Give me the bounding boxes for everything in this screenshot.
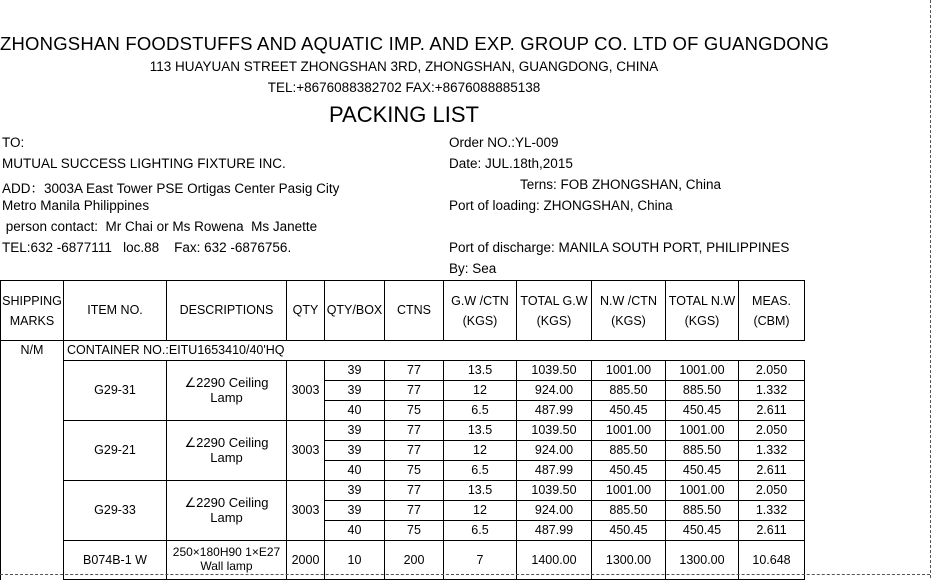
item-quantity: 3003 [287, 421, 325, 481]
header-descriptions: DESCRIPTIONS [167, 281, 287, 341]
qty-box-cell: 39 [325, 441, 385, 461]
meas-cell: 2.050 [739, 421, 805, 441]
total-nw-cell: 885.50 [666, 381, 739, 401]
item-number: B074B-1 W [64, 541, 167, 580]
header-gw-ctn: G.W /CTN (KGS) [444, 281, 517, 341]
item-number: G29-33 [64, 481, 167, 541]
meas-cell: 2.050 [739, 361, 805, 381]
packing-list-table [0, 280, 805, 580]
item-quantity: 2000 [287, 541, 325, 580]
ctns-cell: 75 [385, 521, 444, 541]
total-gw-cell: 924.00 [517, 441, 592, 461]
nw-ctn-cell: 1001.00 [592, 481, 666, 501]
consignee-name: MUTUAL SUCCESS LIGHTING FIXTURE INC. [2, 156, 286, 171]
qty-box-cell: 40 [325, 521, 385, 541]
gw-ctn-cell: 12 [444, 381, 517, 401]
meas-cell: 2.611 [739, 521, 805, 541]
header-item-no: ITEM NO. [64, 281, 167, 341]
qty-box-cell: 40 [325, 401, 385, 421]
nw-ctn-cell: 1001.00 [592, 421, 666, 441]
consignee-city: Metro Manila Philippines [2, 198, 150, 213]
nw-ctn-cell: 450.45 [592, 401, 666, 421]
header-meas: MEAS. (CBM) [739, 281, 805, 341]
ctns-cell: 77 [385, 381, 444, 401]
shipping-mark: N/M [1, 341, 64, 580]
qty-box-cell: 39 [325, 381, 385, 401]
trade-terms: Terns: FOB ZHONGSHAN, China [520, 177, 722, 192]
page-bottom-border [0, 574, 930, 575]
meas-cell: 2.611 [739, 401, 805, 421]
ctns-cell: 77 [385, 361, 444, 381]
ctns-cell: 77 [385, 501, 444, 521]
gw-ctn-cell: 13.5 [444, 481, 517, 501]
meas-cell: 2.050 [739, 481, 805, 501]
company-address: 113 HUAYUAN STREET ZHONGSHAN 3RD, ZHONGSHAN, GUANGDONG, CHINA [149, 59, 659, 74]
meas-cell: 10.648 [739, 541, 805, 580]
gw-ctn-cell: 7 [444, 541, 517, 580]
qty-box-cell: 39 [325, 481, 385, 501]
item-description: ∠2290 Ceiling Lamp [167, 481, 287, 541]
contact-person: person contact: Mr Chai or Ms Rowena Ms Janette [2, 219, 318, 234]
order-date: Date: JUL.18th,2015 [449, 156, 573, 171]
document-title: PACKING LIST [329, 102, 479, 127]
header-qty-box: QTY/BOX [325, 281, 385, 341]
container-number: CONTAINER NO.:EITU1653410/40'HQ [64, 341, 805, 361]
gw-ctn-cell: 12 [444, 501, 517, 521]
header-total-nw: TOTAL N.W (KGS) [666, 281, 739, 341]
qty-box-cell: 10 [325, 541, 385, 580]
nw-ctn-cell: 450.45 [592, 461, 666, 481]
total-nw-cell: 885.50 [666, 441, 739, 461]
item-quantity: 3003 [287, 361, 325, 421]
total-nw-cell: 885.50 [666, 501, 739, 521]
total-gw-cell: 1400.00 [517, 541, 592, 580]
total-nw-cell: 1001.00 [666, 481, 739, 501]
total-gw-cell: 487.99 [517, 461, 592, 481]
item-description: ∠2290 Ceiling Lamp [167, 361, 287, 421]
nw-ctn-cell: 885.50 [592, 501, 666, 521]
item-description: 250×180H90 1×E27 Wall lamp [167, 541, 287, 580]
item-quantity: 3003 [287, 481, 325, 541]
to-label: TO: [2, 135, 25, 150]
port-of-discharge: Port of discharge: MANILA SOUTH PORT, PHILIPPINES [449, 240, 790, 255]
total-nw-cell: 450.45 [666, 461, 739, 481]
table-row [1, 361, 805, 381]
meas-cell: 1.332 [739, 441, 805, 461]
qty-box-cell: 40 [325, 461, 385, 481]
total-gw-cell: 924.00 [517, 501, 592, 521]
header-ctns: CTNS [385, 281, 444, 341]
meas-cell: 2.611 [739, 461, 805, 481]
ctns-cell: 77 [385, 421, 444, 441]
total-gw-cell: 1039.50 [517, 421, 592, 441]
total-gw-cell: 487.99 [517, 401, 592, 421]
nw-ctn-cell: 1001.00 [592, 361, 666, 381]
page-right-border [930, 0, 931, 578]
ctns-cell: 77 [385, 441, 444, 461]
container-row [1, 341, 805, 361]
order-number: Order NO.:YL-009 [449, 135, 559, 150]
header-total-gw: TOTAL G.W (KGS) [517, 281, 592, 341]
gw-ctn-cell: 13.5 [444, 361, 517, 381]
table-header-row [1, 281, 805, 341]
ctns-cell: 200 [385, 541, 444, 580]
header-qty: QTY [287, 281, 325, 341]
total-nw-cell: 450.45 [666, 521, 739, 541]
item-number: G29-31 [64, 361, 167, 421]
gw-ctn-cell: 13.5 [444, 421, 517, 441]
nw-ctn-cell: 450.45 [592, 521, 666, 541]
qty-box-cell: 39 [325, 501, 385, 521]
ctns-cell: 77 [385, 481, 444, 501]
gw-ctn-cell: 6.5 [444, 461, 517, 481]
total-gw-cell: 487.99 [517, 521, 592, 541]
meas-cell: 1.332 [739, 381, 805, 401]
header-shipping-marks: SHIPPING MARKS [1, 281, 64, 341]
total-nw-cell: 1001.00 [666, 361, 739, 381]
port-of-loading: Port of loading: ZHONGSHAN, China [449, 198, 673, 213]
company-tel-fax: TEL:+8676088382702 FAX:+8676088885138 [267, 80, 541, 95]
qty-box-cell: 39 [325, 361, 385, 381]
nw-ctn-cell: 885.50 [592, 441, 666, 461]
ctns-cell: 75 [385, 401, 444, 421]
consignee-tel-fax: TEL:632 -6877111 loc.88 Fax: 632 -6876756. [2, 240, 292, 255]
nw-ctn-cell: 1300.00 [592, 541, 666, 580]
table-row [1, 421, 805, 441]
gw-ctn-cell: 12 [444, 441, 517, 461]
nw-ctn-cell: 885.50 [592, 381, 666, 401]
total-nw-cell: 1001.00 [666, 421, 739, 441]
total-nw-cell: 1300.00 [666, 541, 739, 580]
qty-box-cell: 39 [325, 421, 385, 441]
item-number: G29-21 [64, 421, 167, 481]
gw-ctn-cell: 6.5 [444, 521, 517, 541]
company-name: ZHONGSHAN FOODSTUFFS AND AQUATIC IMP. AND EXP. GROUP CO. LTD OF GUANGDONG [0, 33, 830, 54]
total-nw-cell: 450.45 [666, 401, 739, 421]
table-row [1, 481, 805, 501]
shipping-method: By: Sea [449, 261, 497, 276]
total-gw-cell: 1039.50 [517, 481, 592, 501]
gw-ctn-cell: 6.5 [444, 401, 517, 421]
meas-cell: 1.332 [739, 501, 805, 521]
consignee-address: ADD：3003A East Tower PSE Ortigas Center Pasig City [2, 181, 340, 196]
header-nw-ctn: N.W /CTN (KGS) [592, 281, 666, 341]
total-gw-cell: 1039.50 [517, 361, 592, 381]
ctns-cell: 75 [385, 461, 444, 481]
item-description: ∠2290 Ceiling Lamp [167, 421, 287, 481]
total-gw-cell: 924.00 [517, 381, 592, 401]
